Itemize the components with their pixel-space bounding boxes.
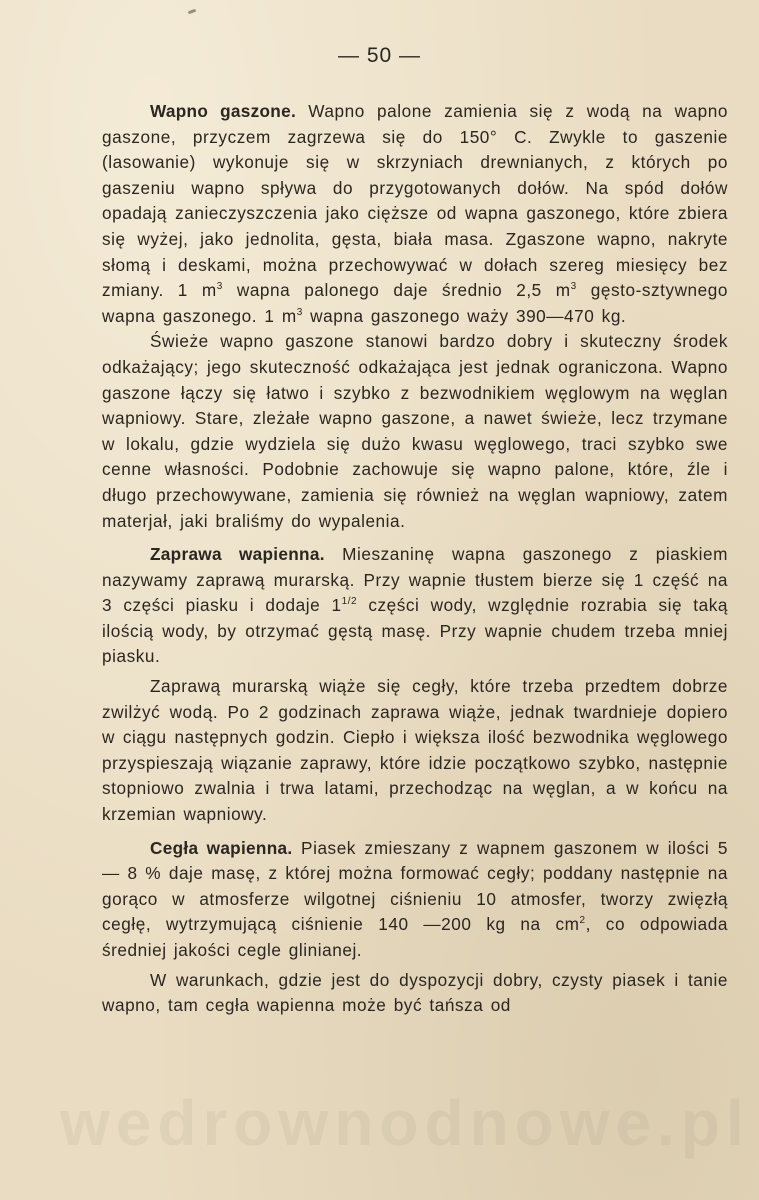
paragraph-wapno-gaszone (102, 99, 728, 329)
watermark: wedrownodnowe.pl (60, 1087, 750, 1159)
ink-speck (188, 9, 197, 15)
paragraph-text: części wody, względnie rozrabia się taką ilością wody, by otrzymać gęstą masę. Przy wapnie chudem trzeba mniej piasku. (102, 595, 728, 667)
paragraph-text: wapna palonego daje średnio 2,5 m (222, 280, 571, 301)
section-heading-wapno-gaszone: Wapno gaszone. (150, 101, 297, 121)
paragraph-text: Piasek zmieszany z wapnem gaszonem w ilości 5 — 8 % daje masę, z której można formować cegły; poddany następnie na gorąco w atmosferze wilgotnej ciśnieniu 10 atmosfer, tworzy zwięzłą cegłę, wytrzymującą ciśnienie 140 —200 kg na cm (102, 837, 728, 935)
paragraph-text: gęsto-sztywnego wapna gaszonego. 1 m (102, 280, 728, 326)
page-body (102, 99, 728, 1019)
paragraph-text: Mieszaninę wapna gaszonego z piaskiem nazywamy zaprawą murarską. Przy wapnie tłustem bierze się 1 część na 3 części piasku i dodaje 1 (102, 544, 729, 616)
paragraph-zaprawa-wapienna (102, 542, 728, 670)
superscript: 3 (296, 306, 303, 318)
paragraph-cegla-wapienna (102, 836, 728, 964)
superscript: 3 (216, 281, 223, 293)
superscript: 3 (570, 281, 577, 293)
paragraph-text: , co odpowiada średniej jakości cegle glinianej. (102, 914, 728, 960)
paragraph-text: wapna gaszonego waży 390—470 kg. (302, 305, 627, 326)
paragraph-warunki: W warunkach, gdzie jest do dyspozycji dobry, czysty piasek i tanie wapno, tam cegła wapienna może być tańsza od (102, 969, 728, 1016)
page-number: — 50 — (337, 44, 422, 67)
paragraph-zaprawa-murarska: Zaprawą murarską wiąże się cegły, które trzeba przedtem dobrze zwilżyć wodą. Po 2 godzinach zaprawa wiąże, jednak twardnieje dopiero w ciągu następnych godzin. Ciepło i większa ilość bezwodnika węglowego przyspieszają wiązanie zaprawy, które idzie początkowo szybko, następnie stopniowo zwalnia i trwa latami, przechodząc na węglan, a w końcu na krzemian wapniowy. (102, 676, 728, 825)
fraction: 1/2 (341, 596, 358, 608)
paragraph-text: Wapno palone zamienia się z wodą na wapno gaszone, przyczem zagrzewa się do 150° C. Zwykle to gaszenie (lasowanie) wykonuje się w skrzyniach drewnianych, z których po gaszeniu wapno spływa do przygotowanych dołów. Na spód dołów opadają zanieczyszczenia jako cięższe od wapna gaszonego, które zbiera się wyżej, jako jednolita, gęsta, biała masa. Zgaszone wapno, nakryte słomą i deskami, można przechowywać w dołach szereg miesięcy bez zmiany. 1 m (102, 101, 728, 301)
section-heading-zaprawa-wapienna: Zaprawa wapienna. (150, 544, 325, 565)
paragraph-odkazanie: Świeże wapno gaszone stanowi bardzo dobry i skuteczny środek odkażający; jego skuteczność odkażająca jest jednak ograniczona. Wapno gaszone łączy się łatwo i szybko z bezwodnikiem węglowym na węglan wapniowy. Stare, zleżałe wapno gaszone, a nawet świeże, lecz trzymane w lokalu, gdzie wydziela się dużo kwasu węglowego, traci szybko swe cenne własności. Podobnie zachowuje się wapno palone, które, źle i długo przechowywane, zamienia się również na węglan wapniowy, zatem materjał, jaki braliśmy do wypalenia. (102, 331, 728, 531)
superscript: 2 (579, 915, 586, 927)
section-heading-cegla-wapienna: Cegła wapienna. (150, 837, 293, 858)
